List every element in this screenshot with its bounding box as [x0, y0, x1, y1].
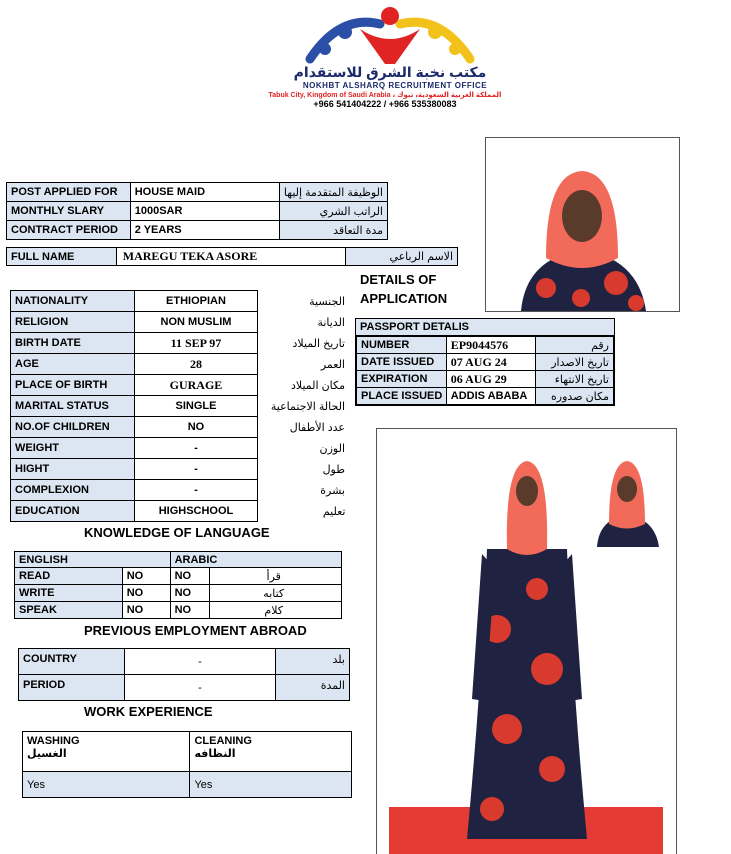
- personal-label: AGE: [11, 354, 135, 375]
- logo-english-name: NOKHBT ALSHARQ RECRUITMENT OFFICE: [302, 81, 488, 90]
- table-row: [15, 552, 342, 568]
- table-row: [11, 333, 350, 354]
- details-title-2: APPLICATION: [360, 291, 448, 306]
- employment-table: [18, 648, 350, 701]
- personal-label: HIGHT: [11, 459, 135, 480]
- salary-ar: الراتب الشري: [280, 202, 388, 221]
- personal-label: RELIGION: [11, 312, 135, 333]
- post-value: HOUSE MAID: [130, 183, 280, 202]
- personal-value: 28: [134, 354, 258, 375]
- personal-ar: طول: [322, 463, 345, 476]
- personal-ar: عدد الأطفال: [289, 421, 345, 434]
- work-table: [22, 731, 352, 798]
- fullname-ar: الاسم الرباعي: [346, 248, 458, 266]
- logo-address: Tabuk City, Kingdom of Saudi Arabia ، المملكة العربية السعودية، تبوك: [268, 92, 502, 99]
- personal-label: NATIONALITY: [11, 291, 135, 312]
- fullname-value: MAREGU TEKA ASORE: [116, 248, 345, 266]
- table-row: [15, 585, 342, 602]
- passport-place-value: ADDIS ABABA: [446, 388, 536, 405]
- table-row: [23, 772, 352, 798]
- speak-ar-value: NO: [170, 602, 210, 619]
- fullname-label: FULL NAME: [7, 248, 117, 266]
- table-row: [7, 221, 388, 240]
- fullbody-photo: [376, 428, 677, 854]
- table-row: [11, 354, 350, 375]
- language-table: [14, 551, 342, 619]
- country-ar: بلد: [276, 649, 350, 675]
- personal-ar: العمر: [320, 358, 345, 371]
- passport-place-ar: مكان صدوره: [536, 388, 614, 405]
- passport-expiration-ar: تاريخ الانتهاء: [536, 371, 614, 388]
- washing-value: Yes: [23, 772, 190, 798]
- table-row: [357, 371, 614, 388]
- personal-ar: الوزن: [319, 442, 345, 455]
- personal-label: WEIGHT: [11, 438, 135, 459]
- table-row: [15, 602, 342, 619]
- personal-table: [10, 290, 350, 522]
- personal-label: BIRTH DATE: [11, 333, 135, 354]
- cleaning-ar: النظافه: [194, 748, 236, 760]
- personal-label: PLACE OF BIRTH: [11, 375, 135, 396]
- read-ar: قرأ: [210, 568, 342, 585]
- cleaning-label: CLEANING: [194, 735, 252, 747]
- country-value: -: [124, 649, 275, 675]
- post-label: POST APPLIED FOR: [7, 183, 131, 202]
- personal-ar: مكان الميلاد: [290, 379, 345, 392]
- passport-expiration-label: EXPIRATION: [357, 371, 447, 388]
- salary-label: MONTHLY SLARY: [7, 202, 131, 221]
- table-row: [23, 732, 352, 772]
- personal-ar: تاريخ الميلاد: [292, 337, 345, 350]
- period-label: PERIOD: [19, 675, 125, 701]
- table-row: [357, 354, 614, 371]
- passport-number-label: NUMBER: [357, 337, 447, 354]
- table-row: [11, 501, 350, 522]
- read-en-value: NO: [122, 568, 170, 585]
- logo-phones: +966 541404222 / +966 535380083: [313, 99, 457, 109]
- personal-label: EDUCATION: [11, 501, 135, 522]
- personal-value: -: [134, 459, 258, 480]
- fullname-table: [6, 247, 458, 266]
- personal-value: GURAGE: [134, 375, 258, 396]
- contract-ar: مدة التعاقد: [280, 221, 388, 240]
- headshot-photo: [485, 137, 680, 312]
- table-row: [11, 480, 350, 501]
- passport-box: [355, 318, 615, 406]
- table-row: [7, 183, 388, 202]
- table-row: [11, 417, 350, 438]
- post-table: [6, 182, 388, 240]
- passport-table: [356, 336, 614, 405]
- passport-number-value: EP9044576: [446, 337, 536, 354]
- write-label: WRITE: [15, 585, 123, 602]
- table-row: [15, 568, 342, 585]
- passport-issued-label: DATE ISSUED: [357, 354, 447, 371]
- table-row: [357, 337, 614, 354]
- period-value: -: [124, 675, 275, 701]
- table-row: [19, 675, 350, 701]
- table-row: [357, 388, 614, 405]
- read-ar-value: NO: [170, 568, 210, 585]
- read-label: READ: [15, 568, 123, 585]
- speak-en-value: NO: [122, 602, 170, 619]
- personal-ar: بشرة: [320, 484, 345, 497]
- personal-value: NO: [134, 417, 258, 438]
- passport-issued-value: 07 AUG 24: [446, 354, 536, 371]
- post-ar: الوظيفة المتقدمة إليها: [280, 183, 388, 202]
- language-title: KNOWLEDGE OF LANGUAGE: [84, 525, 270, 540]
- period-ar: المدة: [276, 675, 350, 701]
- write-en-value: NO: [122, 585, 170, 602]
- table-row: [7, 248, 458, 266]
- contract-label: CONTRACT PERIOD: [7, 221, 131, 240]
- work-title: WORK EXPERIENCE: [84, 704, 213, 719]
- details-title-1: DETAILS OF: [360, 272, 437, 287]
- speak-ar: كلام: [210, 602, 342, 619]
- country-label: COUNTRY: [19, 649, 125, 675]
- write-ar: كتابه: [210, 585, 342, 602]
- personal-label: MARITAL STATUS: [11, 396, 135, 417]
- washing-ar: الغسيل: [27, 748, 67, 760]
- personal-value: -: [134, 480, 258, 501]
- employment-title: PREVIOUS EMPLOYMENT ABROAD: [84, 623, 307, 638]
- logo-arabic-name: مكتب نخبة الشرق للاستقدام: [293, 64, 487, 80]
- table-row: [11, 396, 350, 417]
- table-row: [11, 312, 350, 333]
- personal-value: NON MUSLIM: [134, 312, 258, 333]
- personal-label: COMPLEXION: [11, 480, 135, 501]
- personal-ar: تعليم: [322, 505, 346, 518]
- passport-issued-ar: تاريخ الاصدار: [536, 354, 614, 371]
- personal-label: NO.OF CHILDREN: [11, 417, 135, 438]
- passport-title: PASSPORT DETALIS: [356, 319, 614, 336]
- table-row: [11, 438, 350, 459]
- table-row: [11, 459, 350, 480]
- table-row: [11, 375, 350, 396]
- write-ar-value: NO: [170, 585, 210, 602]
- table-row: [11, 291, 350, 312]
- table-row: [19, 649, 350, 675]
- personal-ar: الحالة الاجتماعية: [270, 400, 345, 413]
- personal-value: ETHIOPIAN: [134, 291, 258, 312]
- personal-value: SINGLE: [134, 396, 258, 417]
- personal-value: HIGHSCHOOL: [134, 501, 258, 522]
- table-row: [7, 202, 388, 221]
- personal-value: 11 SEP 97: [134, 333, 258, 354]
- salary-value: 1000SAR: [130, 202, 280, 221]
- contract-value: 2 YEARS: [130, 221, 280, 240]
- personal-ar: الجنسية: [309, 295, 345, 308]
- personal-ar: الديانة: [317, 316, 345, 329]
- washing-label: WASHING: [27, 735, 80, 747]
- personal-value: -: [134, 438, 258, 459]
- speak-label: SPEAK: [15, 602, 123, 619]
- language-arabic-header: ARABIC: [170, 552, 341, 568]
- passport-place-label: PLACE ISSUED: [357, 388, 447, 405]
- language-english-header: ENGLISH: [15, 552, 171, 568]
- passport-expiration-value: 06 AUG 29: [446, 371, 536, 388]
- passport-number-ar: رقم: [536, 337, 614, 354]
- cleaning-value: Yes: [190, 772, 352, 798]
